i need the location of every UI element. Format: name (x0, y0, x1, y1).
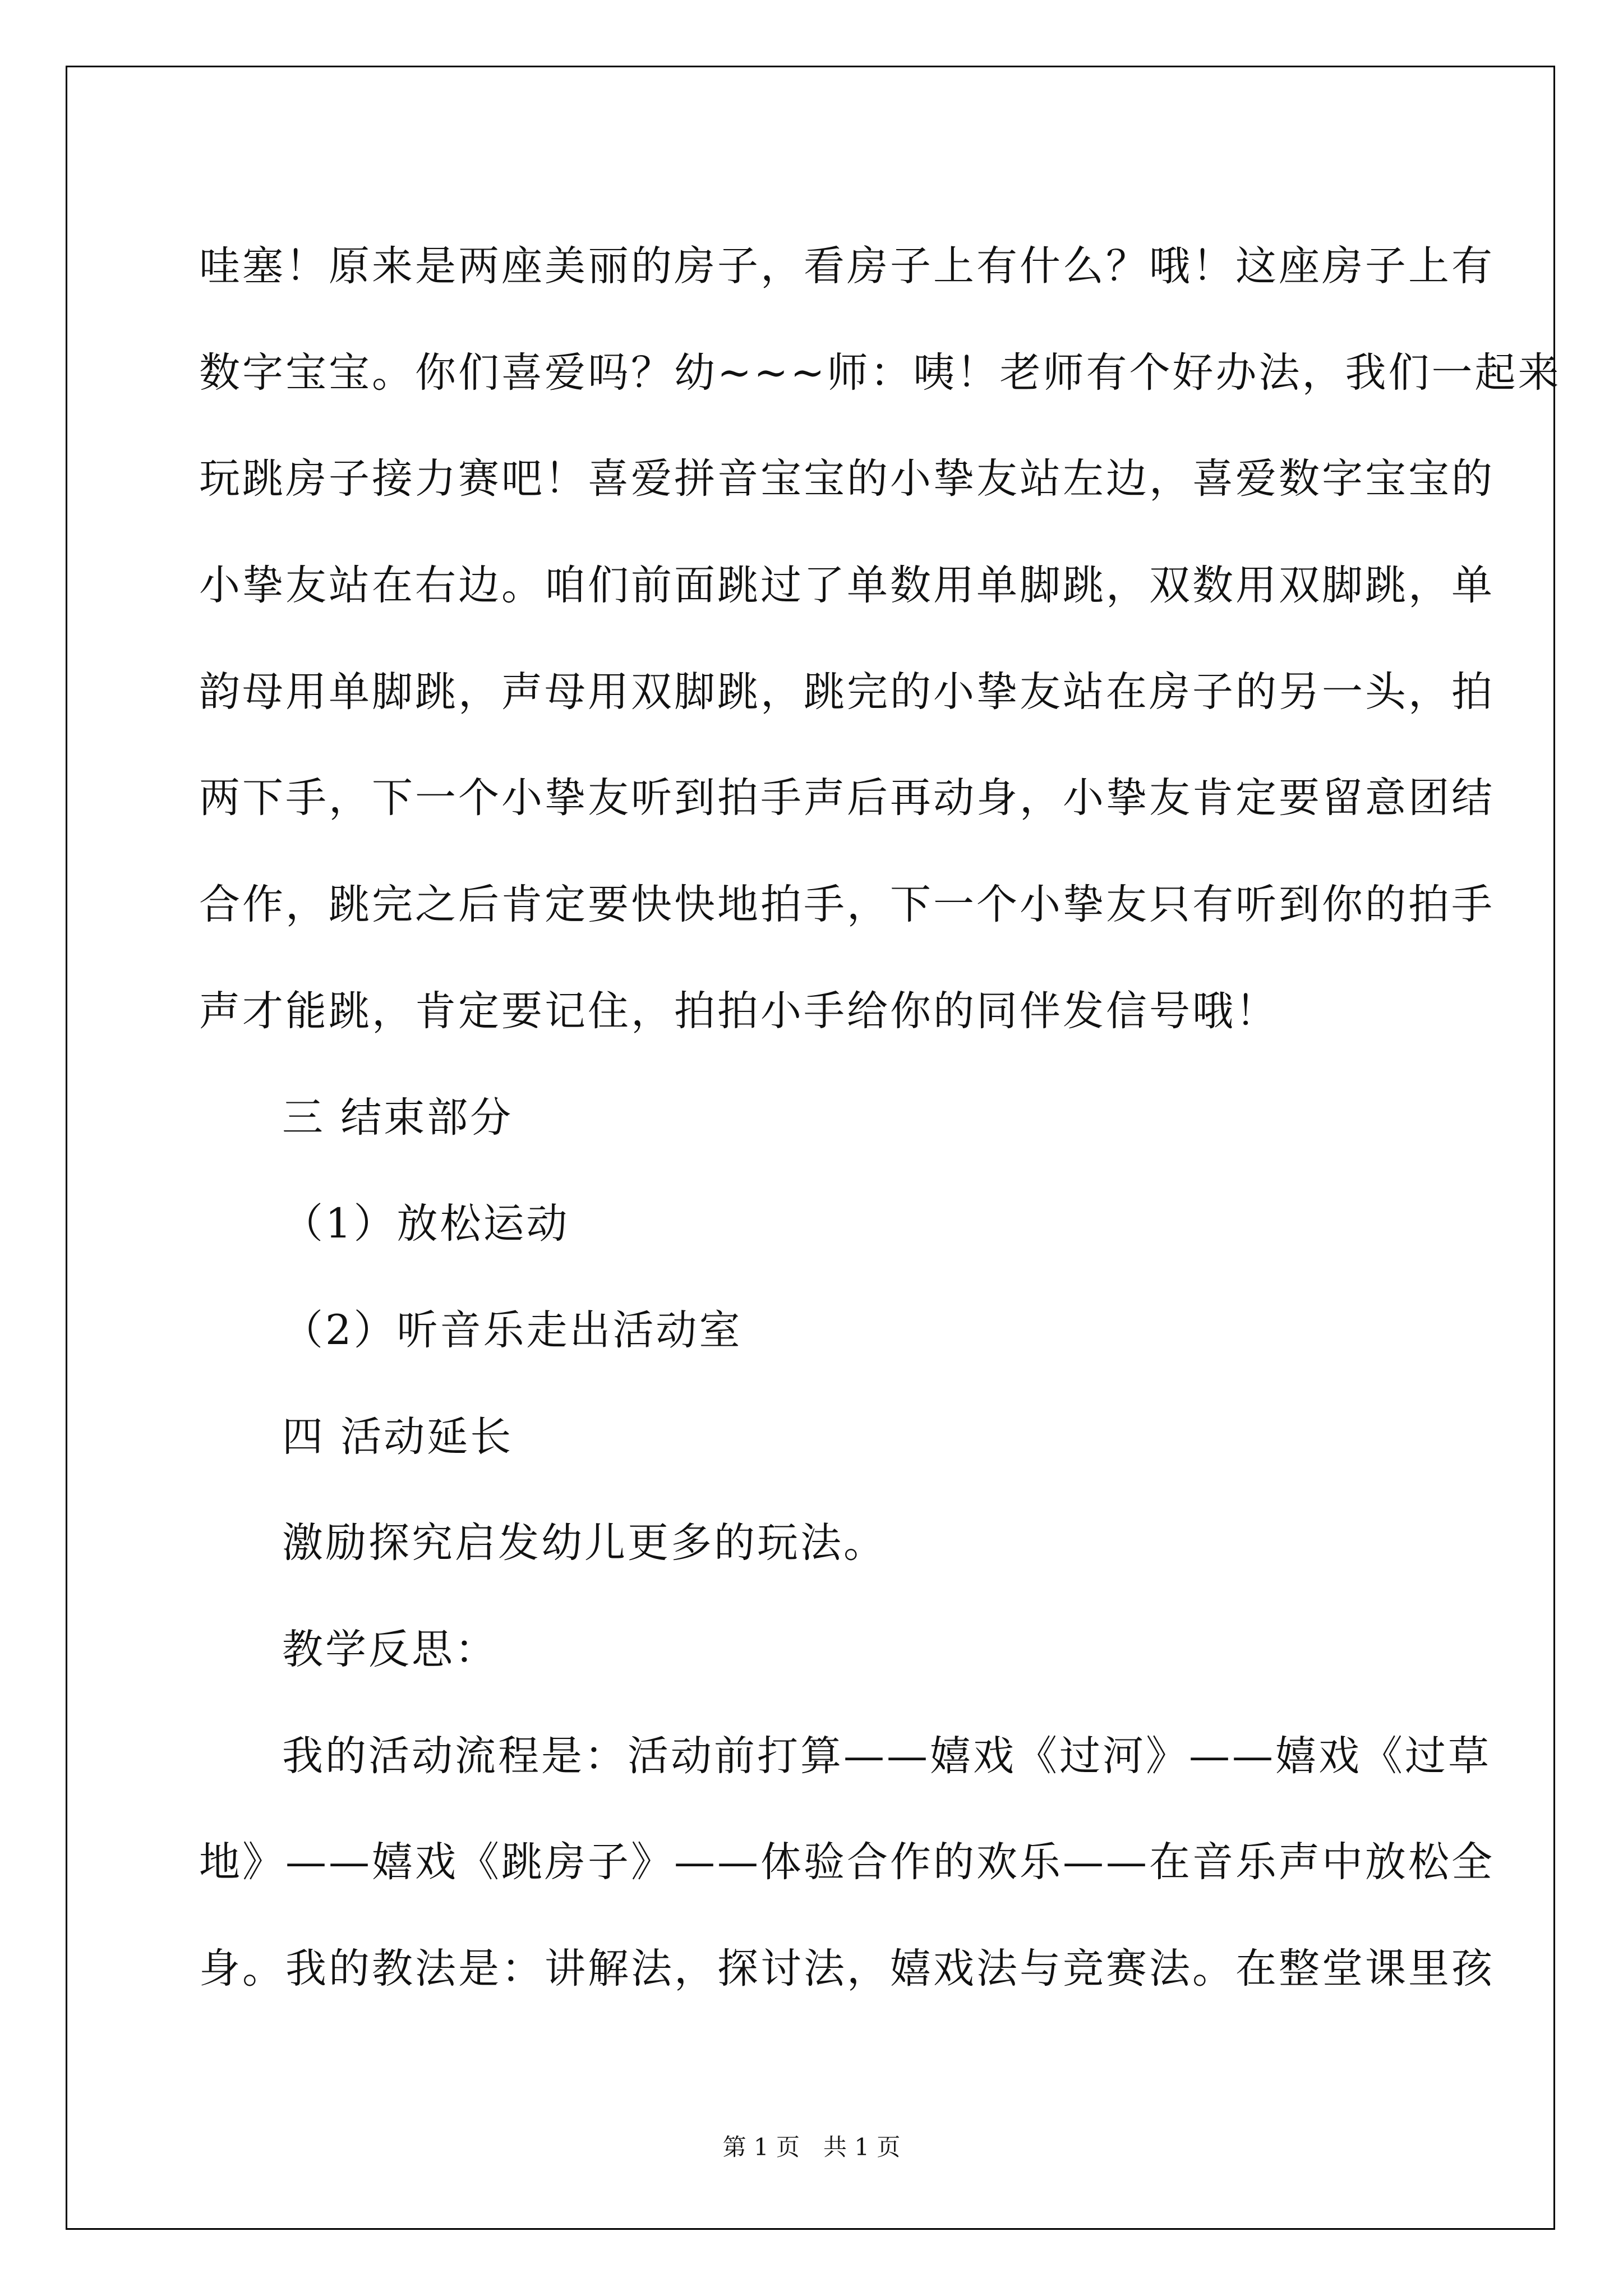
paragraph-line: 数字宝宝。你们喜爱吗？幼~~~师：咦！老师有个好办法，我们一起来 (199, 348, 1561, 397)
paragraph-line: 合作，跳完之后肯定要快快地拍手，下一个小挚友只有听到你的拍手 (199, 881, 1495, 929)
paragraph-line: 声才能跳，肯定要记住，拍拍小手给你的同伴发信号哦！ (199, 987, 1279, 1035)
paragraph-line: 小挚友站在右边。咱们前面跳过了单数用单脚跳，双数用双脚跳，单 (199, 562, 1495, 610)
paragraph-line: 两下手，下一个小挚友听到拍手声后再动身，小挚友肯定要留意团结 (199, 774, 1495, 822)
paragraph-line: 我的活动流程是：活动前打算——嬉戏《过河》——嬉戏《过草 (282, 1732, 1491, 1780)
list-item-relax: （1）放松运动 (282, 1200, 570, 1248)
list-item-music: （2）听音乐走出活动室 (282, 1306, 743, 1354)
page-number: 第 1 页 共 1 页 (722, 2133, 901, 2161)
paragraph-line: 激励探究启发幼儿更多的玩法。 (282, 1519, 887, 1567)
section-heading-reflection: 教学反思： (282, 1625, 498, 1673)
paragraph-line: 地》——嬉戏《跳房子》——体验合作的欢乐——在音乐声中放松全 (199, 1838, 1495, 1887)
section-heading-ending: 三 结束部分 (282, 1093, 514, 1142)
paragraph-line: 韵母用单脚跳，声母用双脚跳，跳完的小挚友站在房子的另一头，拍 (199, 668, 1495, 716)
document-body (199, 213, 1561, 2022)
paragraph-line: 哇塞！原来是两座美丽的房子，看房子上有什么？哦！这座房子上有 (199, 242, 1495, 290)
paragraph-line: 玩跳房子接力赛吧！喜爱拼音宝宝的小挚友站左边，喜爱数字宝宝的 (199, 455, 1495, 503)
paragraph-line: 身。我的教法是：讲解法，探讨法，嬉戏法与竞赛法。在整堂课里孩 (199, 1945, 1495, 1993)
section-heading-extension: 四 活动延长 (282, 1412, 514, 1461)
